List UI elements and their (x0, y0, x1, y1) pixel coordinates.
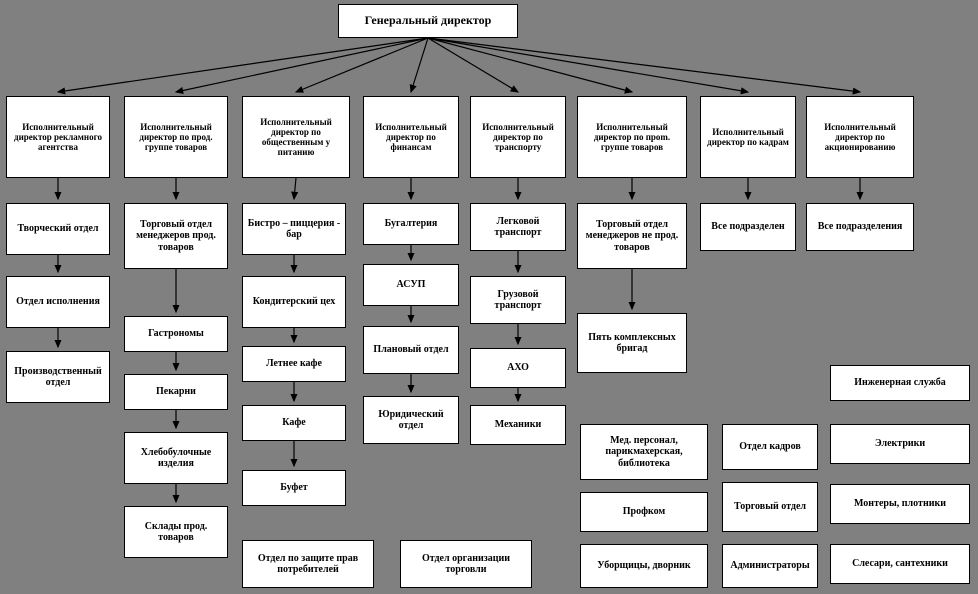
node-label: Отдел исполнения (16, 296, 100, 308)
node-f2 (470, 276, 566, 324)
node-c4 (242, 405, 346, 441)
node-a2 (6, 276, 110, 328)
node-label: Летнее кафе (266, 358, 322, 370)
node-label: Кондитерский цех (252, 296, 336, 308)
node-c2 (242, 276, 346, 328)
node-k2 (580, 492, 708, 532)
node-b4 (124, 432, 228, 484)
node-label: Торговый отдел менеджеров не прод. товаров (585, 219, 679, 253)
node-label: Исполнительный директор по прom. группе товаров (593, 121, 671, 153)
node-label: Отдел кадров (739, 441, 801, 453)
node-a3 (6, 351, 110, 403)
node-m2 (400, 540, 532, 588)
node-m1 (242, 540, 374, 588)
node-d6 (577, 96, 687, 178)
node-j2 (830, 424, 970, 464)
node-l1 (722, 424, 818, 470)
node-l3 (722, 544, 818, 588)
node-label: Бугалтерия (384, 218, 438, 230)
node-d5 (470, 96, 566, 178)
node-d7 (700, 96, 796, 178)
node-label: Исполнительный директор рекламного агентства (14, 121, 102, 153)
node-label: Грузовой транспорт (494, 288, 542, 311)
node-f4 (470, 405, 566, 445)
node-label: Гастрономы (148, 328, 204, 340)
node-l2 (722, 482, 818, 532)
node-label: Юридический отдел (378, 408, 444, 431)
node-c5 (242, 470, 346, 506)
node-label: Монтеры, плотники (854, 498, 946, 510)
node-label: Легковой транспорт (494, 215, 542, 238)
node-label: Буфет (280, 482, 308, 494)
node-label: Исполнительный директор по транспорту (482, 121, 554, 153)
node-label: Плановый отдел (373, 344, 449, 356)
node-g1 (577, 203, 687, 269)
node-label: Отдел организации торговли (421, 552, 511, 575)
node-label: Бистро – пиццерия - бар (247, 217, 341, 240)
node-j1 (830, 365, 970, 401)
node-label: Слесари, сантехники (852, 558, 948, 570)
node-label: Исполнительный директор по прод. группе товаров (139, 121, 213, 153)
node-label: Мед. персонал, парикмахерская, библиотека (605, 435, 683, 469)
node-label: Уборщицы, дворник (597, 560, 691, 572)
node-label: Администраторы (730, 560, 810, 572)
node-label: АСУП (396, 279, 426, 291)
node-label: АХО (507, 362, 529, 374)
node-ceo (338, 4, 518, 38)
node-j3 (830, 484, 970, 524)
node-label: Торговый отдел (733, 501, 807, 513)
node-label: Творческий отдел (17, 223, 99, 235)
node-e2 (363, 264, 459, 306)
node-label: Все подразделения (817, 221, 903, 233)
node-label: Хлебобулочные изделия (140, 446, 212, 469)
node-d1 (6, 96, 110, 178)
node-f1 (470, 203, 566, 251)
node-a1 (6, 203, 110, 255)
node-label: Пять комплексных бригад (588, 331, 676, 354)
node-k3 (580, 544, 708, 588)
node-label: Пекарни (156, 386, 196, 398)
node-b5 (124, 506, 228, 558)
node-label: Исполнительный директор по финансам (375, 121, 447, 153)
node-d2 (124, 96, 228, 178)
node-f3 (470, 348, 566, 388)
node-d4 (363, 96, 459, 178)
node-c3 (242, 346, 346, 382)
node-label: Все подразделен (711, 221, 785, 233)
node-d8 (806, 96, 914, 178)
node-label: Исполнительный директор по кадрам (707, 126, 789, 147)
node-b2 (124, 316, 228, 352)
node-label: Кафе (282, 417, 306, 429)
node-d3 (242, 96, 350, 178)
node-label: Электрики (874, 438, 926, 450)
node-e1 (363, 203, 459, 245)
node-b3 (124, 374, 228, 410)
node-label: Отдел по защите прав потребителей (257, 552, 359, 575)
node-label: Профком (622, 506, 666, 518)
node-i1 (806, 203, 914, 251)
node-e3 (363, 326, 459, 374)
node-label: Исполнительный директор по общественным у питанию (260, 116, 332, 158)
node-k1 (580, 424, 708, 480)
node-j4 (830, 544, 970, 584)
node-label: Генеральный директор (364, 13, 492, 28)
node-label: Склады прод. товаров (144, 520, 208, 543)
node-label: Инженерная служба (854, 377, 946, 389)
node-label: Механики (494, 419, 542, 431)
node-h1 (700, 203, 796, 251)
node-b1 (124, 203, 228, 269)
node-label: Исполнительный директор по акционированию (824, 121, 896, 153)
node-label: Производственный отдел (14, 365, 102, 388)
node-e4 (363, 396, 459, 444)
node-label: Торговый отдел менеджеров прод. товаров (136, 219, 216, 253)
node-c1 (242, 203, 346, 255)
node-g2 (577, 313, 687, 373)
